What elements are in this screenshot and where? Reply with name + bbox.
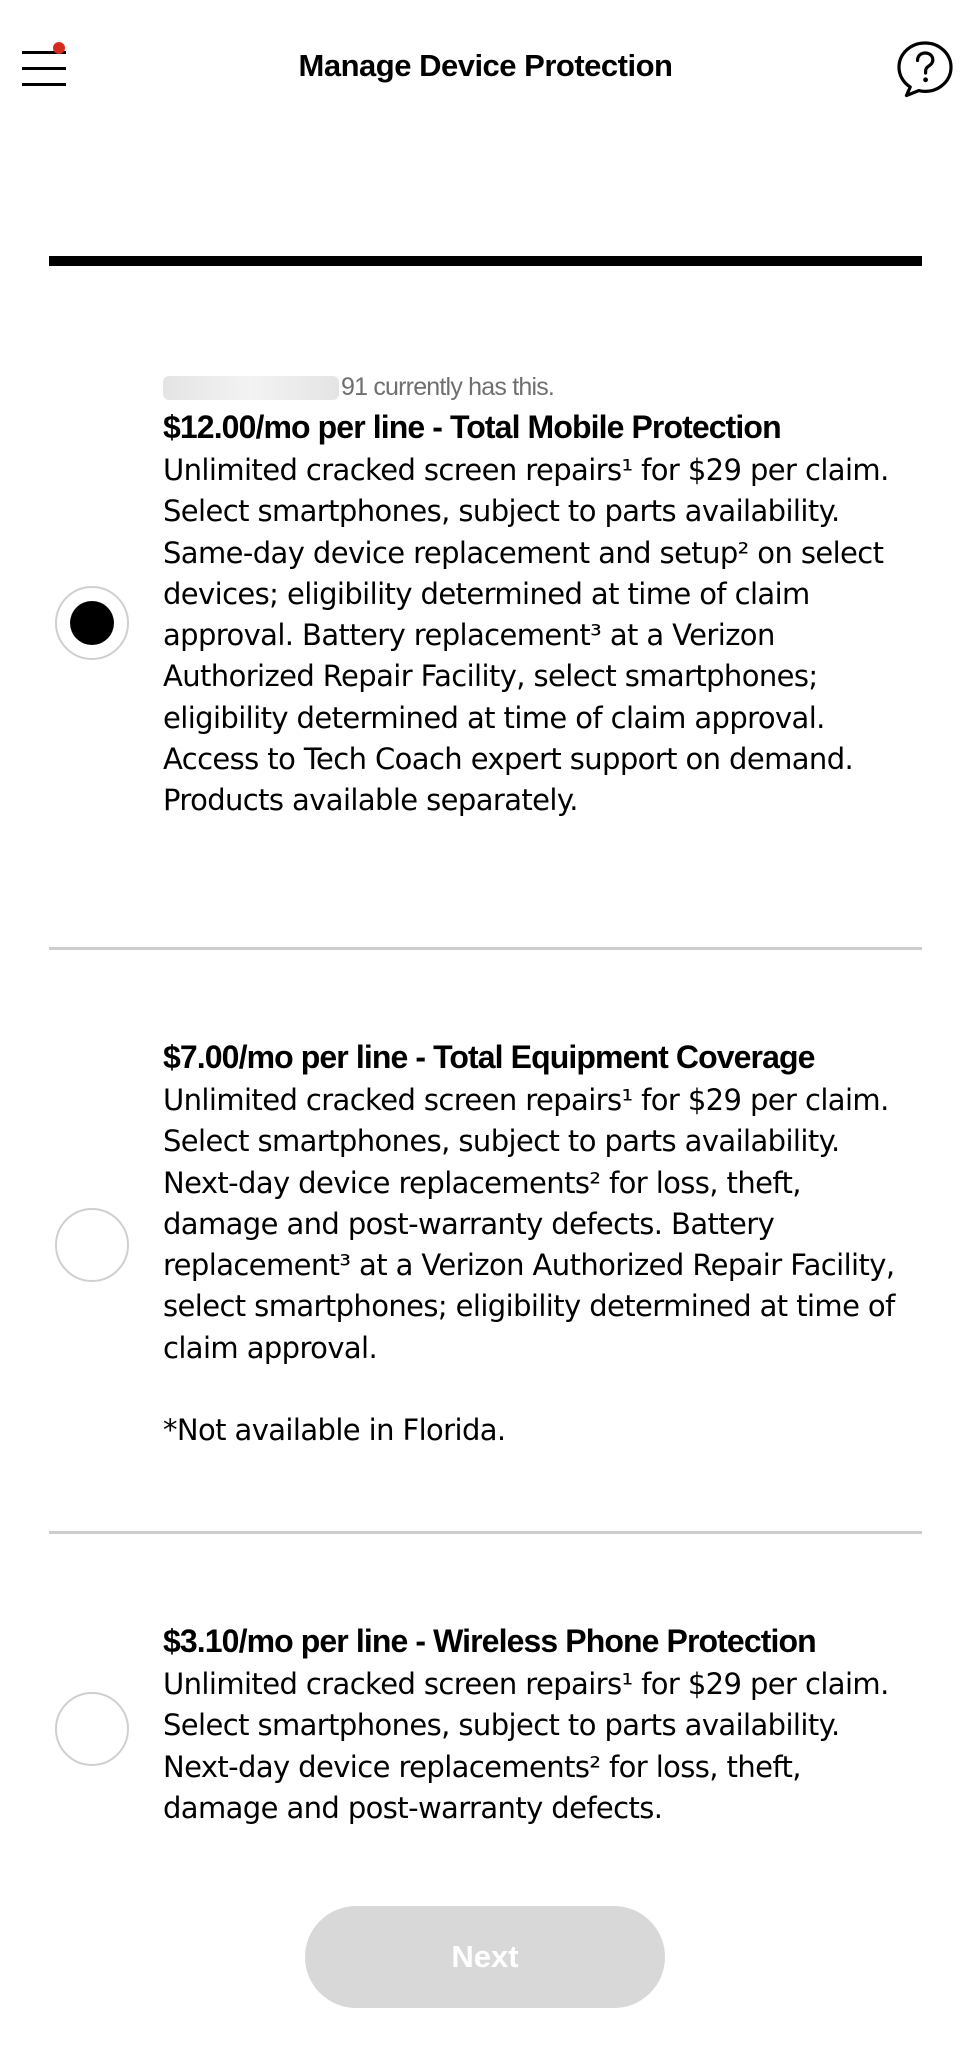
radio-button[interactable] bbox=[55, 1208, 129, 1282]
option-description: Unlimited cracked screen repairs¹ for $29 per claim. Select smartphones, subject to parts availability. Next-day device replacements² for loss, theft, damage and post-warranty defects. Battery replacement³ at a Verizon Authorized Repair Facility, select smartphones; eligibility determined at time of claim approval. *Not available in Florida. bbox=[163, 1083, 895, 1448]
current-plan-note bbox=[163, 370, 923, 404]
radio-selected-dot bbox=[70, 601, 114, 645]
divider bbox=[49, 947, 922, 950]
option-description: Unlimited cracked screen repairs¹ for $29 per claim. Select smartphones, subject to parts availability. Same-day device replacement and setup² on select devices; eligibility determined at time of claim approval. Battery replacement³ at a Verizon Authorized Repair Facility, select smartphones; eligibility determined at time of claim approval. Access to Tech Coach expert support on demand. Products available separately. bbox=[163, 453, 889, 818]
protection-option-wireless-phone[interactable] bbox=[0, 1618, 971, 1838]
option-title: $3.10/mo per line - Wireless Phone Protection bbox=[163, 1623, 816, 1659]
question-chat-icon bbox=[896, 40, 954, 98]
current-plan-note-text: 91 currently has this. bbox=[341, 373, 555, 401]
option-title: $7.00/mo per line - Total Equipment Coverage bbox=[163, 1039, 815, 1075]
page-title: Manage Device Protection bbox=[298, 48, 673, 83]
help-button[interactable] bbox=[896, 40, 954, 98]
progress-indicator bbox=[49, 256, 922, 266]
masked-phone-number bbox=[163, 376, 339, 400]
next-button[interactable]: Next bbox=[305, 1906, 665, 2008]
protection-option-total-equipment[interactable] bbox=[0, 1034, 971, 1464]
option-description: Unlimited cracked screen repairs¹ for $29 per claim. Select smartphones, subject to parts availability. Next-day device replacements² for loss, theft, damage and post-warranty defects. bbox=[163, 1667, 889, 1825]
header bbox=[0, 0, 971, 140]
radio-button-selected[interactable] bbox=[55, 586, 129, 660]
divider bbox=[49, 1531, 922, 1534]
protection-option-total-mobile[interactable] bbox=[0, 370, 971, 890]
option-title: $12.00/mo per line - Total Mobile Protection bbox=[163, 409, 781, 445]
radio-button[interactable] bbox=[55, 1692, 129, 1766]
